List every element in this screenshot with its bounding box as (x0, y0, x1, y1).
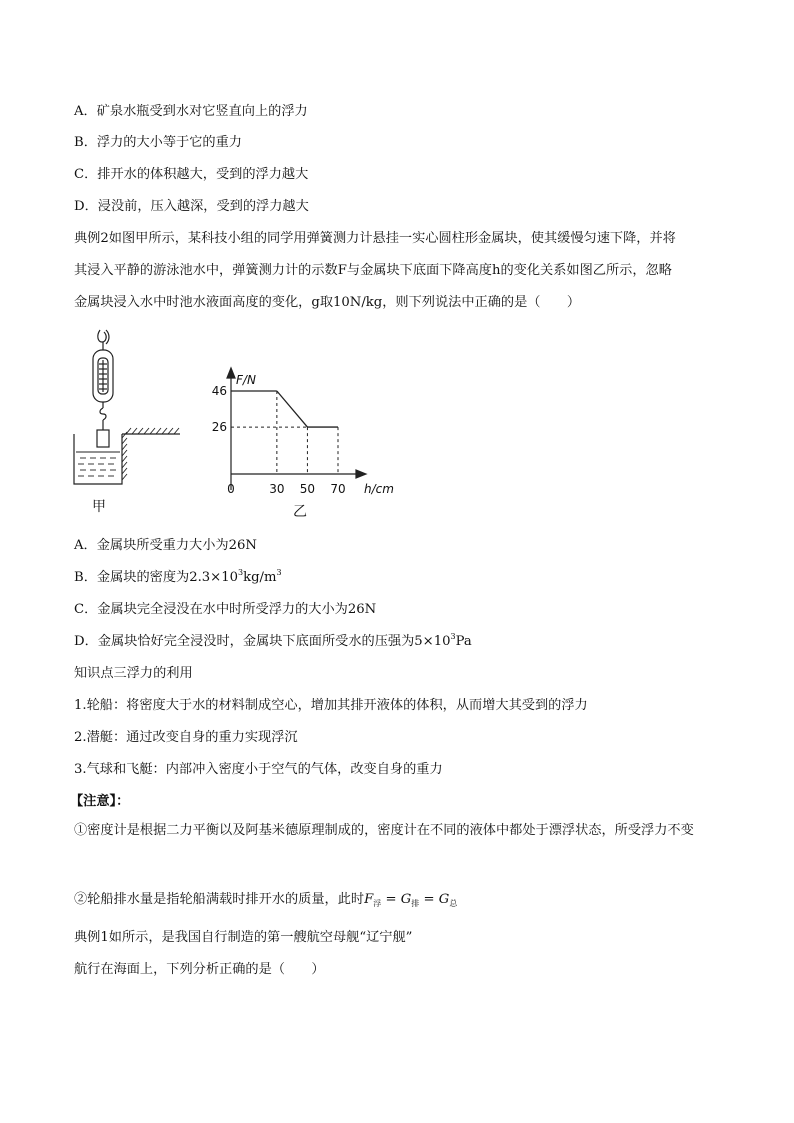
q2-option-d-exp: 3 (450, 632, 456, 641)
figure-jia-caption: 甲 (92, 499, 106, 515)
x-tick-label: 30 (269, 482, 285, 496)
formula-eq1: = (385, 892, 397, 907)
q2-option-a: A．金属块所受重力大小为26N (74, 538, 257, 553)
note-item-2 (74, 891, 457, 910)
formula-f-sub: 浮 (373, 899, 382, 908)
formula-g2-sub: 总 (449, 899, 458, 908)
q2-option-b-text: B．金属块的密度为2.3×10 (74, 570, 238, 585)
formula-eq2: = (423, 892, 435, 907)
knowledge-item-3: 3.气球和飞艇：内部冲入密度小于空气的气体，改变自身的重力 (74, 762, 443, 777)
formula-g2: G (438, 892, 450, 907)
x-tick-label: 0 (227, 482, 235, 496)
q2-option-b-unit: kg/m (243, 570, 277, 585)
x-tick-label: 50 (299, 482, 316, 496)
q2-option-d-unit: Pa (455, 634, 472, 649)
knowledge-heading: 知识点三浮力的利用 (74, 666, 193, 681)
example2-line1: 典例2如图甲所示，某科技小组的同学用弹簧测力计悬挂一实心圆柱形金属块，使其缓慢匀速下降，并将 (74, 231, 676, 246)
example2-line2: 其浸入平静的游泳池水中，弹簧测力计的示数F与金属块下底面下降高度h的变化关系如图乙所示，忽略 (74, 263, 672, 278)
q2-option-b-unit-exp: 3 (276, 568, 282, 577)
formula-f: F (364, 892, 374, 907)
q2-option-b-exp: 3 (238, 568, 244, 577)
q2-option-c: C．金属块完全浸没在水中时所受浮力的大小为26N (74, 602, 377, 617)
example1-line2: 航行在海面上，下列分析正确的是（ ） (74, 962, 325, 977)
figure-jia (70, 328, 190, 520)
y-tick-label: 26 (211, 420, 227, 435)
option-a: A．矿泉水瓶受到水对它竖直向上的浮力 (74, 104, 308, 119)
figure-yi-chart (200, 362, 400, 522)
knowledge-item-2: 2.潜艇：通过改变自身的重力实现浮沉 (74, 730, 298, 745)
formula-g1-sub: 排 (411, 899, 420, 908)
formula-g1: G (400, 892, 412, 907)
metal-block (97, 430, 109, 447)
water (76, 452, 120, 476)
option-b: B．浮力的大小等于它的重力 (74, 135, 242, 150)
knowledge-item-1: 1.轮船：将密度大于水的材料制成空心，增加其排开液体的体积，从而增大其受到的浮力 (74, 698, 588, 713)
x-axis-arrow (356, 470, 366, 478)
note-heading: 【注意】： (70, 794, 130, 809)
figure-yi-caption: 乙 (293, 504, 307, 520)
hook-top-icon (98, 330, 106, 342)
y-axis-arrow (227, 368, 235, 378)
y-axis-label: F/N (236, 373, 256, 387)
q2-option-b (74, 569, 282, 588)
x-tick-label: 70 (330, 482, 346, 496)
q2-option-d (74, 633, 472, 652)
x-axis-label: h/cm (364, 482, 394, 496)
option-d: D．浸没前，压入越深，受到的浮力越大 (74, 199, 309, 214)
option-c: C．排开水的体积越大，受到的浮力越大 (74, 167, 309, 182)
y-tick-label: 46 (211, 384, 227, 398)
q2-option-d-text: D．金属块恰好完全浸没时，金属块下底面所受水的压强为5×10 (74, 634, 451, 649)
note-item-2-text: ②轮船排水量是指轮船满载时排开水的质量，此时 (74, 892, 365, 907)
example1-line1: 典例1如所示，是我国自行制造的第一艘航空母舰“辽宁舰” (74, 930, 413, 945)
example2-line3: 金属块浸入水中时池水液面高度的变化，g取10N/kg，则下列说法中正确的是（ ） (74, 295, 581, 310)
note-item-1: ①密度计是根据二力平衡以及阿基米德原理制成的，密度计在不同的液体中都处于漂浮状态，所受浮力不变 (74, 823, 694, 838)
data-segment-1 (277, 391, 308, 427)
